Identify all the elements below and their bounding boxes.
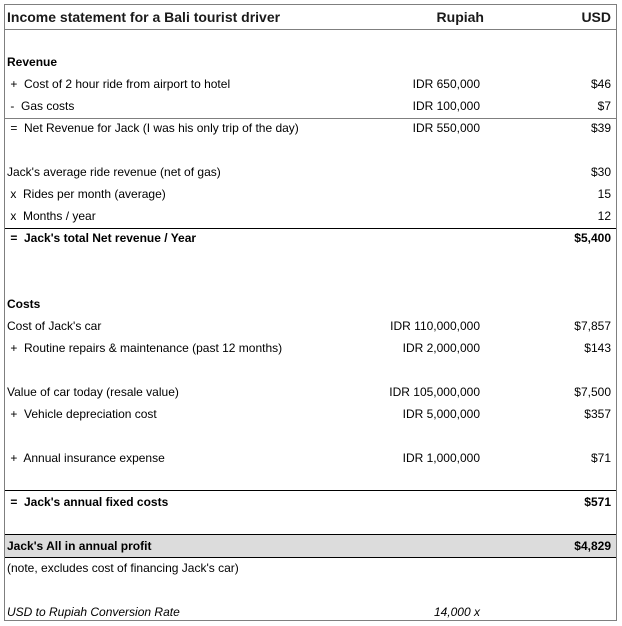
- row-usd: $143: [584, 341, 611, 355]
- costs-heading-text: Costs: [7, 297, 41, 311]
- header-divider: [5, 29, 616, 30]
- row-rupiah: IDR 110,000,000: [390, 319, 480, 333]
- fixed-costs-row: [5, 491, 616, 513]
- row-usd: $46: [590, 77, 611, 91]
- row-label: Value of car today (resale value): [7, 385, 179, 399]
- conversion-label: USD to Rupiah Conversion Rate: [7, 605, 180, 619]
- row-label: = Jack's total Net revenue / Year: [7, 231, 197, 245]
- usd-column-header: USD: [581, 9, 611, 25]
- row-label: x Rides per month (average): [7, 187, 166, 201]
- rupiah-column-header: Rupiah: [436, 9, 484, 25]
- row-usd: $7,500: [574, 385, 611, 399]
- annual-row: [5, 161, 616, 183]
- row-rupiah: IDR 650,000: [412, 77, 480, 91]
- row-label: - Gas costs: [7, 99, 75, 113]
- row-usd: 15: [597, 187, 611, 201]
- cost-row: [5, 315, 616, 337]
- profit-note: (note, excludes cost of financing Jack's car): [7, 561, 239, 575]
- row-label: Cost of Jack's car: [7, 319, 102, 333]
- row-usd: $5,400: [574, 231, 611, 245]
- annual-row: [5, 205, 616, 227]
- profit-usd: $4,829: [574, 539, 611, 553]
- revenue-row: [5, 95, 616, 117]
- row-label: + Routine repairs & maintenance (past 12 months): [7, 341, 283, 355]
- row-label: x Months / year: [7, 209, 96, 223]
- row-usd: $30: [590, 165, 611, 179]
- revenue-row: [5, 117, 616, 139]
- row-usd: $571: [584, 495, 611, 509]
- profit-label: Jack's All in annual profit: [7, 539, 152, 553]
- row-label: + Vehicle depreciation cost: [7, 407, 157, 421]
- row-label: Jack's average ride revenue (net of gas): [7, 165, 221, 179]
- row-rupiah: IDR 105,000,000: [389, 385, 480, 399]
- row-usd: $357: [584, 407, 611, 421]
- profit-note-row: [5, 557, 616, 579]
- revenue-row: [5, 73, 616, 95]
- cost-row: [5, 447, 616, 469]
- header-row: [5, 6, 616, 28]
- statement-title: Income statement for a Bali tourist driver: [7, 9, 281, 25]
- row-label: + Cost of 2 hour ride from airport to hotel: [7, 77, 231, 91]
- row-usd: $39: [590, 121, 611, 135]
- row-rupiah: IDR 1,000,000: [402, 451, 480, 465]
- row-rupiah: IDR 5,000,000: [402, 407, 480, 421]
- row-usd: $7: [597, 99, 611, 113]
- row-label: = Net Revenue for Jack (I was his only trip of the day): [7, 121, 299, 135]
- conversion-row: [5, 601, 616, 623]
- row-rupiah: IDR 550,000: [412, 121, 480, 135]
- row-label: = Jack's annual fixed costs: [7, 495, 169, 509]
- row-usd: 12: [597, 209, 611, 223]
- row-usd: $7,857: [574, 319, 611, 333]
- cost-row: [5, 381, 616, 403]
- costs-section-heading: [5, 293, 616, 315]
- revenue-heading-text: Revenue: [7, 55, 58, 69]
- row-rupiah: IDR 100,000: [412, 99, 480, 113]
- row-usd: $71: [590, 451, 611, 465]
- row-rupiah: IDR 2,000,000: [402, 341, 480, 355]
- row-label: + Annual insurance expense: [7, 451, 165, 465]
- cost-row: [5, 403, 616, 425]
- conversion-rate: 14,000 x: [433, 605, 480, 619]
- annual-total-row: [5, 227, 616, 249]
- revenue-section-heading: [5, 51, 616, 73]
- annual-row: [5, 183, 616, 205]
- cost-row: [5, 337, 616, 359]
- income-statement-sheet: [4, 4, 617, 621]
- profit-row: [5, 535, 616, 557]
